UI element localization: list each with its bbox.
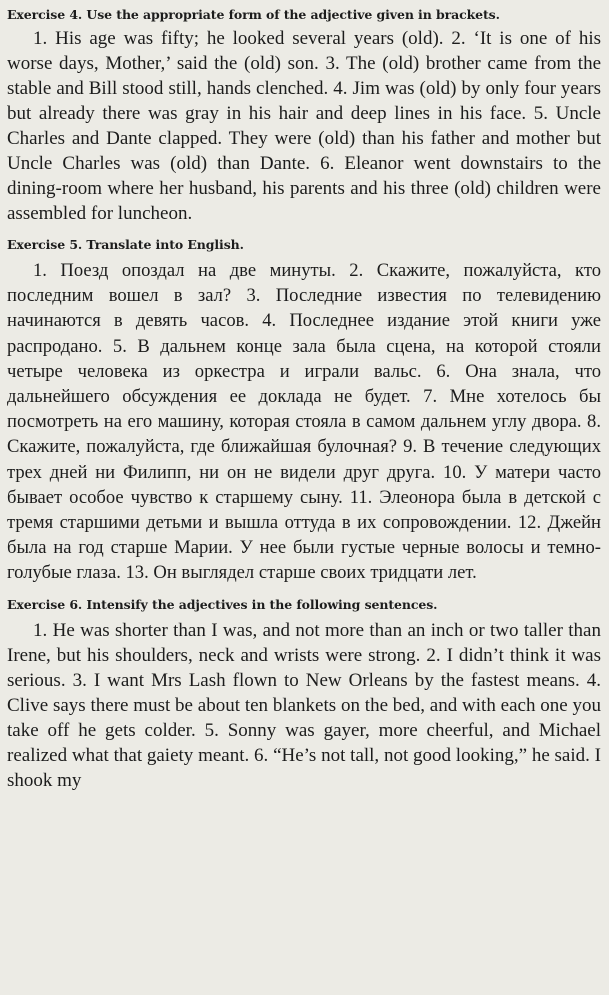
exercise-6: [7, 596, 601, 793]
exercise-6-text: 1. He was shorter than I was, and not more than an inch or two taller than Irene, but his shoulders, neck and wrists were strong. 2. I didn’t think it was serious. 3. I want Mrs Lash flown to New Orleans by the fastest means. 4. Clive says there must be about ten blankets on the bed, and with each one you take off he gets colder. 5. Sonny was gayer, more cheerful, and Michael realized what that gaiety meant. 6. “He’s not tall, not good looking,” he said. I shook my: [7, 619, 601, 791]
exercise-6-heading: Exercise 6. Intensify the adjectives in the following sentences.: [7, 596, 438, 612]
exercise-4-heading: Exercise 4. Use the appropriate form of the adjective given in brackets.: [7, 7, 500, 22]
exercise-5-text: 1. Поезд опоздал на две минуты. 2. Скажите, пожалуйста, кто последним вошел в зал? 3. Последние известия по телевидению начинаются в девять часов. 4. Последнее издание этой книги уже распродано. 5. В дальнем конце зала была сцена, на которой стояли четыре человека из оркестра и играли вальс. 6. Она знала, что дальнейшего обсуждения ее доклада не будет. 7. Мне хотелось бы посмотреть на его машину, которая стояла в самом дальнем углу двора. 8. Скажите, пожалуйста, где ближайшая булочная? 9. В течение следующих трех дней ни Филипп, ни он не видели друг друга. 10. У матери часто бывает особое чувство к старшему сыну. 11. Элеонора была в детской с тремя старшими детьми и вышла оттуда в их сопровождении. 12. Джейн была на год старше Марии. У нее были густые черные волосы и темно-голубые глаза. 13. Он выглядел старше своих тридцати лет.: [7, 260, 601, 584]
exercise-5-heading: Exercise 5. Translate into English.: [7, 237, 244, 252]
exercise-5: [7, 236, 601, 586]
exercise-4-text: 1. His age was fifty; he looked several years (old). 2. ‘It is one of his worse days, Mother,’ said the (old) son. 3. The (old) brother came from the stable and Bill stood still, hands clenched. 4. Jim was (old) by only four years but already there was gray in his hair and deep lines in his face. 5. Uncle Charles and Dante clapped. They were (old) than his father and mother but Uncle Charles was (old) than Dante. 6. Eleanor went downstairs to the dining-room where her husband, his parents and his three (old) children were assembled for luncheon.: [7, 28, 601, 224]
exercise-4: [7, 6, 601, 226]
